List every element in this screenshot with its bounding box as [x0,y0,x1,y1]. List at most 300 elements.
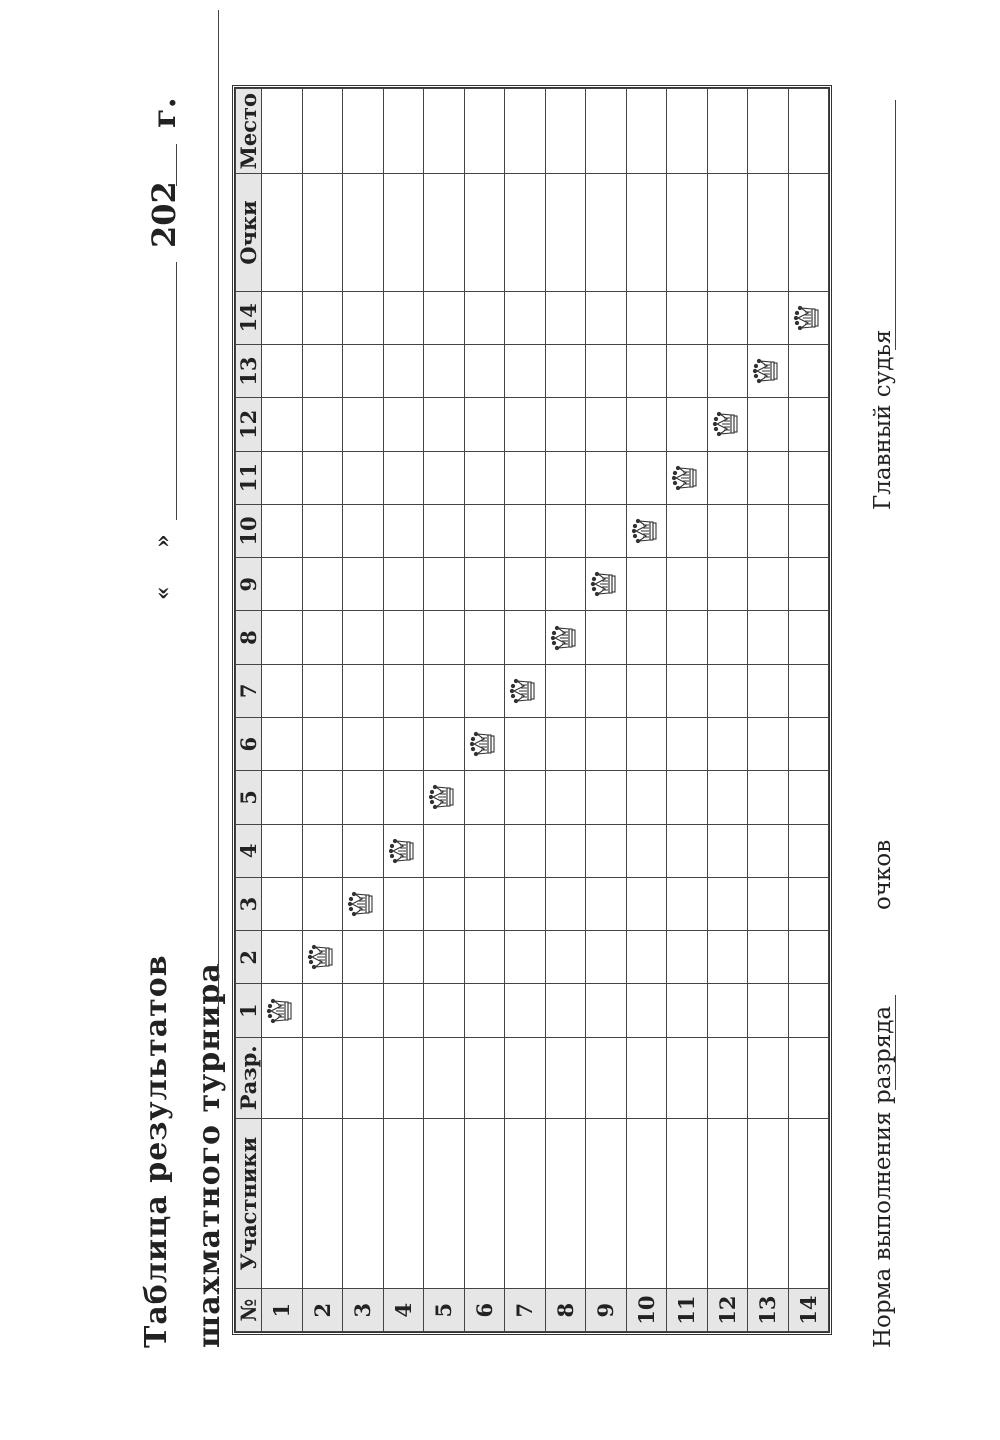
points-cell[interactable] [302,174,343,291]
result-cell[interactable] [262,344,303,397]
place-cell[interactable] [383,89,424,174]
result-cell[interactable] [505,931,546,984]
result-cell[interactable] [464,664,505,717]
result-cell[interactable] [424,877,465,930]
chief-judge-signature-line [895,100,896,350]
result-cell[interactable] [383,504,424,557]
result-cell[interactable] [748,451,789,504]
date-month-line [176,262,177,520]
rank-cell[interactable] [748,1037,789,1118]
result-cell[interactable] [586,611,627,664]
row-number: 11 [667,1289,708,1332]
result-cell[interactable] [383,451,424,504]
result-cell[interactable] [343,771,384,824]
result-cell[interactable] [424,451,465,504]
result-cell[interactable] [545,504,586,557]
result-cell[interactable] [302,664,343,717]
result-cell[interactable] [262,291,303,344]
result-cell[interactable] [788,504,829,557]
place-cell[interactable] [343,89,384,174]
result-cell[interactable] [748,718,789,771]
place-cell[interactable] [707,89,748,174]
result-cell[interactable] [748,771,789,824]
result-cell[interactable] [343,931,384,984]
header-points: Очки [236,174,262,291]
result-cell[interactable] [626,344,667,397]
date-year-line [176,144,177,186]
result-cell[interactable] [343,984,384,1037]
result-cell[interactable] [788,344,829,397]
points-cell[interactable] [586,174,627,291]
points-cell[interactable] [262,174,303,291]
result-cell[interactable] [748,398,789,451]
result-cell[interactable] [586,504,627,557]
table-row [748,89,789,1332]
crown-icon [670,465,698,491]
participant-cell[interactable] [343,1118,384,1289]
result-cell[interactable] [343,344,384,397]
result-cell[interactable] [626,877,667,930]
result-cell[interactable] [505,291,546,344]
result-cell[interactable] [748,931,789,984]
result-cell[interactable] [505,824,546,877]
crown-icon [508,678,536,704]
points-cell[interactable] [545,174,586,291]
result-cell[interactable] [626,398,667,451]
place-cell[interactable] [748,89,789,174]
header-round-4: 4 [236,824,262,877]
result-cell[interactable] [505,504,546,557]
participant-cell[interactable] [626,1118,667,1289]
header-round-1: 1 [236,984,262,1037]
header-round-10: 10 [236,504,262,557]
result-cell[interactable] [464,984,505,1037]
diagonal-cell [424,771,465,824]
result-cell[interactable] [464,771,505,824]
result-cell[interactable] [667,558,708,611]
result-cell[interactable] [302,558,343,611]
row-number: 8 [545,1289,586,1332]
result-cell[interactable] [383,718,424,771]
table-row [262,89,303,1332]
result-cell[interactable] [586,398,627,451]
result-cell[interactable] [545,877,586,930]
points-cell[interactable] [626,174,667,291]
result-cell[interactable] [383,291,424,344]
result-cell[interactable] [302,771,343,824]
crown-icon [751,358,779,384]
result-cell[interactable] [788,664,829,717]
result-cell[interactable] [302,451,343,504]
result-cell[interactable] [586,984,627,1037]
norm-points-line [895,995,896,1090]
result-cell[interactable] [302,504,343,557]
result-cell[interactable] [788,824,829,877]
result-cell[interactable] [748,824,789,877]
result-cell[interactable] [343,291,384,344]
row-number: 5 [424,1289,465,1332]
result-cell[interactable] [788,877,829,930]
result-cell[interactable] [626,824,667,877]
result-cell[interactable] [586,718,627,771]
result-cell[interactable] [545,984,586,1037]
result-cell[interactable] [748,504,789,557]
diagonal-cell [383,824,424,877]
result-cell[interactable] [262,877,303,930]
participant-cell[interactable] [424,1118,465,1289]
crown-icon [589,571,617,597]
row-number: 10 [626,1289,667,1332]
result-cell[interactable] [626,611,667,664]
participant-cell[interactable] [748,1118,789,1289]
result-cell[interactable] [707,558,748,611]
diagonal-cell [343,877,384,930]
header-round-14: 14 [236,291,262,344]
result-cell[interactable] [748,611,789,664]
result-cell[interactable] [343,664,384,717]
result-cell[interactable] [748,291,789,344]
result-cell[interactable] [788,984,829,1037]
points-cell[interactable] [748,174,789,291]
rank-cell[interactable] [505,1037,546,1118]
result-cell[interactable] [667,877,708,930]
points-cell[interactable] [383,174,424,291]
result-cell[interactable] [262,824,303,877]
result-cell[interactable] [302,718,343,771]
header-round-12: 12 [236,398,262,451]
result-cell[interactable] [383,664,424,717]
result-cell[interactable] [464,451,505,504]
result-cell[interactable] [424,931,465,984]
diagonal-cell [302,931,343,984]
header-round-9: 9 [236,558,262,611]
header-participants: Участники [236,1118,262,1289]
place-cell[interactable] [788,89,829,174]
result-cell[interactable] [464,504,505,557]
rank-cell[interactable] [343,1037,384,1118]
result-cell[interactable] [748,877,789,930]
result-cell[interactable] [788,558,829,611]
result-cell[interactable] [464,611,505,664]
place-cell[interactable] [626,89,667,174]
result-cell[interactable] [667,398,708,451]
result-cell[interactable] [383,611,424,664]
result-cell[interactable] [545,718,586,771]
row-number: 7 [505,1289,546,1332]
result-cell[interactable] [262,718,303,771]
result-cell[interactable] [748,664,789,717]
result-cell[interactable] [707,291,748,344]
result-cell[interactable] [383,398,424,451]
result-cell[interactable] [262,771,303,824]
result-cell[interactable] [262,664,303,717]
header-place: Место [236,89,262,174]
result-cell[interactable] [545,931,586,984]
participant-cell[interactable] [545,1118,586,1289]
result-cell[interactable] [545,398,586,451]
header-row [236,89,262,1332]
result-cell[interactable] [626,771,667,824]
result-cell[interactable] [748,558,789,611]
title-line-1: Таблица результатов [139,954,174,1348]
results-table-frame [232,85,832,1335]
title-line-2: шахматного турнира [192,962,227,1348]
result-cell[interactable] [424,398,465,451]
result-cell[interactable] [302,824,343,877]
place-cell[interactable] [424,89,465,174]
result-cell[interactable] [707,877,748,930]
place-cell[interactable] [302,89,343,174]
result-cell[interactable] [302,344,343,397]
results-table [235,88,829,1332]
result-cell[interactable] [424,344,465,397]
participant-cell[interactable] [788,1118,829,1289]
result-cell[interactable] [302,877,343,930]
chief-judge-label: Главный судья [870,329,896,510]
result-cell[interactable] [545,451,586,504]
result-cell[interactable] [505,558,546,611]
result-cell[interactable] [505,451,546,504]
place-cell[interactable] [262,89,303,174]
result-cell[interactable] [505,718,546,771]
points-cell[interactable] [464,174,505,291]
result-cell[interactable] [343,558,384,611]
result-cell[interactable] [788,931,829,984]
header-round-13: 13 [236,344,262,397]
result-cell[interactable] [464,877,505,930]
points-cell[interactable] [788,174,829,291]
result-cell[interactable] [262,504,303,557]
result-cell[interactable] [707,931,748,984]
participant-cell[interactable] [505,1118,546,1289]
result-cell[interactable] [626,451,667,504]
result-cell[interactable] [464,558,505,611]
result-cell[interactable] [626,984,667,1037]
result-cell[interactable] [707,504,748,557]
result-cell[interactable] [424,291,465,344]
table-row [302,89,343,1332]
result-cell[interactable] [424,504,465,557]
row-number: 14 [788,1289,829,1332]
result-cell[interactable] [707,344,748,397]
participant-cell[interactable] [707,1118,748,1289]
result-cell[interactable] [343,451,384,504]
diagonal-cell [788,291,829,344]
rank-cell[interactable] [586,1037,627,1118]
result-cell[interactable] [667,824,708,877]
result-cell[interactable] [545,771,586,824]
participant-cell[interactable] [586,1118,627,1289]
result-cell[interactable] [626,718,667,771]
diagonal-cell [586,558,627,611]
result-cell[interactable] [707,611,748,664]
result-cell[interactable] [667,504,708,557]
row-number: 2 [302,1289,343,1332]
result-cell[interactable] [626,291,667,344]
result-cell[interactable] [667,611,708,664]
result-cell[interactable] [545,291,586,344]
points-cell[interactable] [343,174,384,291]
table-row [788,89,829,1332]
participant-cell[interactable] [464,1118,505,1289]
crown-icon [387,838,415,864]
result-cell[interactable] [343,718,384,771]
result-cell[interactable] [262,611,303,664]
diagonal-cell [748,344,789,397]
result-cell[interactable] [343,504,384,557]
result-cell[interactable] [302,984,343,1037]
table-row [626,89,667,1332]
row-number: 1 [262,1289,303,1332]
result-cell[interactable] [788,771,829,824]
diagonal-cell [505,664,546,717]
result-cell[interactable] [464,824,505,877]
result-cell[interactable] [302,291,343,344]
result-cell[interactable] [586,664,627,717]
result-cell[interactable] [343,398,384,451]
points-cell[interactable] [505,174,546,291]
date-year: 202 [145,181,183,248]
place-cell[interactable] [667,89,708,174]
result-cell[interactable] [667,664,708,717]
result-cell[interactable] [667,718,708,771]
participant-cell[interactable] [383,1118,424,1289]
result-cell[interactable] [383,771,424,824]
result-cell[interactable] [424,558,465,611]
result-cell[interactable] [707,451,748,504]
result-cell[interactable] [626,664,667,717]
result-cell[interactable] [586,771,627,824]
result-cell[interactable] [464,931,505,984]
result-cell[interactable] [383,558,424,611]
result-cell[interactable] [383,984,424,1037]
rank-cell[interactable] [788,1037,829,1118]
result-cell[interactable] [788,451,829,504]
result-cell[interactable] [545,824,586,877]
result-cell[interactable] [586,344,627,397]
result-cell[interactable] [545,558,586,611]
table-row [586,89,627,1332]
result-cell[interactable] [383,877,424,930]
participant-cell[interactable] [262,1118,303,1289]
result-cell[interactable] [383,344,424,397]
result-cell[interactable] [262,558,303,611]
result-cell[interactable] [788,398,829,451]
row-number: 12 [707,1289,748,1332]
rank-cell[interactable] [545,1037,586,1118]
result-cell[interactable] [343,824,384,877]
result-cell[interactable] [586,877,627,930]
header-round-6: 6 [236,718,262,771]
result-cell[interactable] [748,984,789,1037]
result-cell[interactable] [707,824,748,877]
result-cell[interactable] [505,344,546,397]
result-cell[interactable] [505,611,546,664]
rank-cell[interactable] [464,1037,505,1118]
result-cell[interactable] [505,771,546,824]
rank-cell[interactable] [667,1037,708,1118]
crown-icon [265,998,293,1024]
result-cell[interactable] [424,664,465,717]
result-cell[interactable] [302,611,343,664]
header-round-3: 3 [236,877,262,930]
result-cell[interactable] [464,398,505,451]
place-cell[interactable] [464,89,505,174]
result-cell[interactable] [788,611,829,664]
crown-icon [630,518,658,544]
result-cell[interactable] [262,398,303,451]
result-cell[interactable] [383,931,424,984]
result-cell[interactable] [505,984,546,1037]
diagonal-cell [707,398,748,451]
result-cell[interactable] [667,931,708,984]
result-cell[interactable] [707,718,748,771]
table-row [505,89,546,1332]
result-cell[interactable] [424,718,465,771]
rank-cell[interactable] [383,1037,424,1118]
result-cell[interactable] [545,664,586,717]
result-cell[interactable] [343,611,384,664]
place-cell[interactable] [505,89,546,174]
points-cell[interactable] [667,174,708,291]
crown-icon [549,625,577,651]
result-cell[interactable] [464,344,505,397]
participant-cell[interactable] [302,1118,343,1289]
result-cell[interactable] [262,931,303,984]
crown-icon [468,731,496,757]
result-cell[interactable] [707,664,748,717]
rank-cell[interactable] [424,1037,465,1118]
result-cell[interactable] [626,931,667,984]
rank-cell[interactable] [707,1037,748,1118]
result-cell[interactable] [586,291,627,344]
place-cell[interactable] [545,89,586,174]
participant-cell[interactable] [667,1118,708,1289]
result-cell[interactable] [424,984,465,1037]
result-cell[interactable] [302,398,343,451]
result-cell[interactable] [545,344,586,397]
result-cell[interactable] [424,824,465,877]
result-cell[interactable] [424,611,465,664]
result-cell[interactable] [667,344,708,397]
result-cell[interactable] [667,291,708,344]
result-cell[interactable] [586,451,627,504]
diagonal-cell [464,718,505,771]
tournament-name-line [218,10,219,1010]
result-cell[interactable] [586,931,627,984]
rank-cell[interactable] [626,1037,667,1118]
points-cell[interactable] [707,174,748,291]
result-cell[interactable] [586,824,627,877]
result-cell[interactable] [667,984,708,1037]
points-cell[interactable] [424,174,465,291]
result-cell[interactable] [707,984,748,1037]
rank-cell[interactable] [302,1037,343,1118]
row-number: 4 [383,1289,424,1332]
result-cell[interactable] [667,771,708,824]
result-cell[interactable] [505,877,546,930]
rank-cell[interactable] [262,1037,303,1118]
result-cell[interactable] [707,771,748,824]
result-cell[interactable] [464,291,505,344]
result-cell[interactable] [505,398,546,451]
result-cell[interactable] [262,451,303,504]
header-rank: Разр. [236,1037,262,1118]
result-cell[interactable] [626,558,667,611]
result-cell[interactable] [788,718,829,771]
place-cell[interactable] [586,89,627,174]
crown-icon [792,305,820,331]
